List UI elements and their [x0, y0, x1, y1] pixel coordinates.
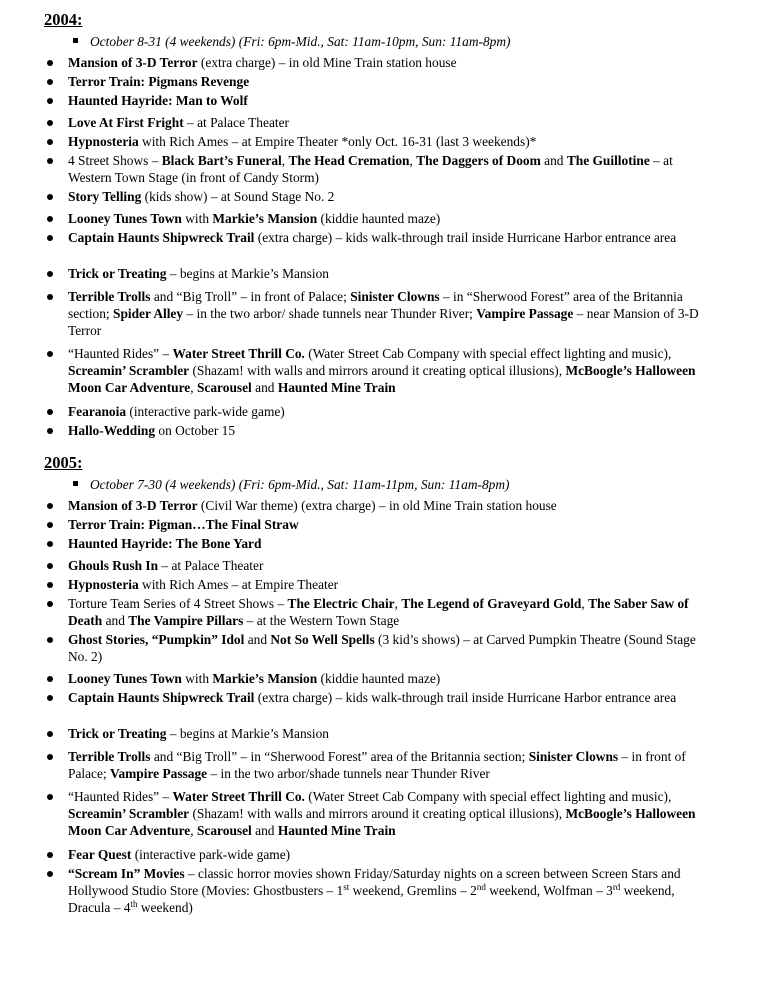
list-item-text — [68, 595, 716, 629]
text-run: – at the Western Town Stage — [243, 613, 400, 628]
list-item-text — [68, 497, 716, 514]
list-item — [44, 114, 716, 131]
bold-text: Ghouls Rush In — [68, 558, 159, 573]
bullet-icon — [47, 731, 53, 737]
bullet-icon — [47, 235, 53, 241]
list-item-text — [68, 535, 716, 552]
list-item-text — [68, 265, 716, 282]
text-run: (Shazam! with walls and mirrors around it creating optical illusions), — [189, 363, 566, 378]
list-item — [44, 516, 716, 533]
list-item-text — [68, 288, 716, 339]
bullet-icon — [47, 852, 53, 858]
text-run: and — [244, 632, 271, 647]
bold-text: The Head Cremation — [288, 153, 410, 168]
text-run: , — [190, 823, 197, 838]
list-item-text — [68, 210, 716, 227]
list-item — [44, 535, 716, 552]
list-item — [44, 748, 716, 782]
text-run: (kids show) – at Sound Stage No. 2 — [141, 189, 335, 204]
bold-text: Markie’s Mansion — [212, 671, 318, 686]
square-bullet-icon — [73, 38, 78, 43]
schedule-text: October 7-30 (4 weekends) (Fri: 6pm-Mid., Sat: 11am-11pm, Sun: 11am-8pm) — [90, 477, 510, 492]
list-item-text — [68, 345, 716, 396]
bold-text: Haunted Hayride: Man to Wolf — [68, 93, 248, 108]
bold-text: Black Bart’s Funeral — [161, 153, 282, 168]
text-run: and — [251, 823, 278, 838]
text-run: – classic horror movies shown Friday/Saturday nights on a screen between Screen Stars and Hollywood Studio Store (Movies: Ghostbusters – 1 — [68, 866, 681, 898]
text-run: with — [181, 211, 213, 226]
bold-text: Vampire Passage — [476, 306, 574, 321]
text-run: and — [102, 613, 129, 628]
text-run: “Haunted Rides” – — [68, 346, 173, 361]
bold-text: Screamin’ Scrambler — [68, 363, 190, 378]
text-run: (interactive park-wide game) — [131, 847, 291, 862]
list-item — [44, 403, 716, 420]
bold-text: “Scream In” Movies — [68, 866, 185, 881]
bullet-icon — [47, 139, 53, 145]
bold-text: The Electric Chair — [287, 596, 395, 611]
list-item — [44, 788, 716, 839]
text-run: with Rich Ames – at Empire Theater — [138, 577, 339, 592]
text-run: (extra charge) – kids walk-through trail inside Hurricane Harbor entrance area — [254, 690, 677, 705]
bold-text: Terror Train: Pigmans Revenge — [68, 74, 250, 89]
bullet-icon — [47, 409, 53, 415]
bullet-icon — [47, 194, 53, 200]
text-run: “Haunted Rides” – — [68, 789, 173, 804]
bullet-icon — [47, 351, 53, 357]
bullet-icon — [47, 601, 53, 607]
list-item-text — [68, 54, 716, 71]
bold-text: Water Street Thrill Co. — [172, 789, 305, 804]
text-run: and “Big Troll” – in front of Palace; — [150, 289, 351, 304]
bullet-icon — [47, 637, 53, 643]
bold-text: Story Telling — [68, 189, 142, 204]
bullet-icon — [47, 871, 53, 877]
text-run: Torture Team Series of 4 Street Shows – — [68, 596, 288, 611]
bold-text: Fear Quest — [68, 847, 132, 862]
bold-text: Looney Tunes Town — [68, 211, 182, 226]
bold-text: Trick or Treating — [68, 266, 167, 281]
bullet-icon — [47, 294, 53, 300]
bold-text: Terrible Trolls — [68, 289, 151, 304]
list-item — [44, 265, 716, 282]
superscript-text: nd — [476, 882, 486, 892]
text-run: (extra charge) – in old Mine Train station house — [197, 55, 457, 70]
bold-text: Sinister Clowns — [528, 749, 619, 764]
list-item-text — [68, 846, 716, 863]
list-item — [44, 229, 716, 246]
bold-text: Haunted Mine Train — [277, 823, 396, 838]
text-run: , — [281, 153, 289, 168]
text-run: (extra charge) – kids walk-through trail inside Hurricane Harbor entrance area — [254, 230, 677, 245]
bold-text: McBoogle’s Halloween Moon Car Adventure — [68, 363, 696, 395]
text-run: weekend, Wolfman – 3 — [485, 883, 613, 898]
bold-text: Captain Haunts Shipwreck Trail — [68, 690, 255, 705]
bullet-icon — [47, 60, 53, 66]
bullet-icon — [47, 522, 53, 528]
list-item — [44, 557, 716, 574]
text-run: , — [409, 153, 417, 168]
bold-text: McBoogle’s Halloween Moon Car Adventure — [68, 806, 696, 838]
square-bullet-icon — [73, 481, 78, 486]
text-run: weekend) — [137, 900, 193, 915]
list-item — [44, 670, 716, 687]
list-item — [44, 631, 716, 665]
list-item — [44, 210, 716, 227]
text-run: , — [581, 596, 589, 611]
text-run: – near Mansion of 3-D Terror — [68, 306, 699, 338]
list-item-text — [68, 516, 716, 533]
bold-text: Mansion of 3-D Terror — [68, 498, 198, 513]
bullet-icon — [47, 541, 53, 547]
text-run: (kiddie haunted maze) — [317, 671, 441, 686]
bold-text: Hallo-Wedding — [68, 423, 156, 438]
superscript-text: rd — [612, 882, 621, 892]
bold-text: The Legend of Graveyard Gold — [401, 596, 582, 611]
list-item — [44, 865, 716, 916]
schedule-text: October 8-31 (4 weekends) (Fri: 6pm-Mid., Sat: 11am-10pm, Sun: 11am-8pm) — [90, 34, 511, 49]
bullet-icon — [47, 695, 53, 701]
list-item — [44, 497, 716, 514]
bullet-icon — [47, 794, 53, 800]
text-run: weekend, Dracula – 4 — [68, 883, 675, 915]
list-item — [44, 73, 716, 90]
list-item — [44, 288, 716, 339]
bold-text: The Vampire Pillars — [128, 613, 244, 628]
bullet-icon — [47, 503, 53, 509]
bold-text: Haunted Mine Train — [277, 380, 396, 395]
bold-text: Hypnosteria — [68, 577, 139, 592]
list-item-text — [68, 865, 716, 916]
list-item-text — [68, 422, 716, 439]
bullet-icon — [47, 98, 53, 104]
bullet-icon — [47, 428, 53, 434]
list-item-text — [68, 788, 716, 839]
list-item-text — [68, 188, 716, 205]
list-item-text — [68, 92, 716, 109]
text-run: (interactive park-wide game) — [126, 404, 285, 419]
list-item-text — [68, 670, 716, 687]
bold-text: Markie’s Mansion — [212, 211, 318, 226]
list-item-text — [68, 114, 716, 131]
bold-text: The Daggers of Doom — [416, 153, 541, 168]
bold-text: Fearanoia — [68, 404, 127, 419]
bold-text: Trick or Treating — [68, 726, 167, 741]
bold-text: The Saber Saw of Death — [68, 596, 689, 628]
text-run: – at Western Town Stage (in front of Candy Storm) — [68, 153, 673, 185]
text-run: – in “Sherwood Forest” area of the Britannia section; — [68, 289, 683, 321]
list-item-text — [68, 152, 716, 186]
bold-text: Vampire Passage — [110, 766, 208, 781]
bullet-icon — [47, 563, 53, 569]
bold-text: Hypnosteria — [68, 134, 139, 149]
text-run: (Shazam! with walls and mirrors around it creating optical illusions), — [189, 806, 566, 821]
text-run: and “Big Troll” – in “Sherwood Forest” area of the Britannia section; — [150, 749, 529, 764]
text-run: – in the two arbor/shade tunnels near Thunder River — [207, 766, 490, 781]
text-run: (Water Street Cab Company with special effect lighting and music), — [304, 789, 672, 804]
list-item — [44, 846, 716, 863]
list-item — [44, 133, 716, 150]
bold-text: Scarousel — [196, 380, 252, 395]
bold-text: Terrible Trolls — [68, 749, 151, 764]
year-heading-2004: 2004: — [44, 10, 83, 29]
superscript-text: st — [343, 882, 350, 892]
bullet-icon — [47, 582, 53, 588]
list-item — [44, 92, 716, 109]
text-run: – at Palace Theater — [158, 558, 264, 573]
list-item — [44, 689, 716, 706]
bold-text: Captain Haunts Shipwreck Trail — [68, 230, 255, 245]
bold-text: Spider Alley — [113, 306, 184, 321]
bold-text: Sinister Clowns — [350, 289, 440, 304]
text-run: (Civil War theme) (extra charge) – in old Mine Train station house — [197, 498, 557, 513]
text-run: (Water Street Cab Company with special effect lighting and music), — [304, 346, 672, 361]
year-heading-2005: 2005: — [44, 453, 83, 472]
text-run: 4 Street Shows – — [68, 153, 162, 168]
bold-text: Ghost Stories, “Pumpkin” Idol — [68, 632, 245, 647]
list-item — [44, 345, 716, 396]
text-run: – in front of Palace; — [68, 749, 686, 781]
list-item-text — [68, 557, 716, 574]
list-item — [44, 595, 716, 629]
list-item — [44, 422, 716, 439]
text-run: , — [394, 596, 402, 611]
list-item-text — [68, 748, 716, 782]
text-run: on October 15 — [155, 423, 236, 438]
text-run: and — [251, 380, 278, 395]
list-item-text — [68, 631, 716, 665]
list-item — [44, 725, 716, 742]
text-run: weekend, Gremlins – 2 — [349, 883, 477, 898]
bold-text: Scarousel — [196, 823, 252, 838]
list-item — [44, 188, 716, 205]
list-item — [44, 54, 716, 71]
bullet-icon — [47, 120, 53, 126]
list-item-text — [68, 725, 716, 742]
text-run: with — [181, 671, 213, 686]
bullet-icon — [47, 676, 53, 682]
bold-text: Water Street Thrill Co. — [172, 346, 305, 361]
list-item-text — [68, 689, 716, 706]
bullet-icon — [47, 754, 53, 760]
text-run: (kiddie haunted maze) — [317, 211, 441, 226]
list-item — [44, 152, 716, 186]
bullet-icon — [47, 216, 53, 222]
text-run: – in the two arbor/ shade tunnels near Thunder River; — [183, 306, 477, 321]
bold-text: Screamin’ Scrambler — [68, 806, 190, 821]
list-item-text — [68, 403, 716, 420]
list-item-text — [68, 73, 716, 90]
bullet-icon — [47, 271, 53, 277]
text-run: – begins at Markie’s Mansion — [166, 266, 329, 281]
text-run: – begins at Markie’s Mansion — [166, 726, 329, 741]
bold-text: The Guillotine — [566, 153, 650, 168]
bold-text: Looney Tunes Town — [68, 671, 182, 686]
bold-text: Terror Train: Pigman…The Final Straw — [68, 517, 299, 532]
bullet-icon — [47, 158, 53, 164]
text-run: and — [540, 153, 567, 168]
text-run: – at Palace Theater — [183, 115, 290, 130]
bullet-icon — [47, 79, 53, 85]
superscript-text: th — [130, 899, 138, 909]
list-item-text — [68, 133, 716, 150]
list-item — [44, 576, 716, 593]
text-run: (3 kid’s shows) – at Carved Pumpkin Theatre (Sound Stage No. 2) — [68, 632, 696, 664]
bold-text: Haunted Hayride: The Bone Yard — [68, 536, 262, 551]
bold-text: Mansion of 3-D Terror — [68, 55, 198, 70]
bold-text: Love At First Fright — [68, 115, 184, 130]
text-run: with Rich Ames – at Empire Theater *only Oct. 16-31 (last 3 weekends)* — [138, 134, 537, 149]
list-item-text — [68, 229, 716, 246]
list-item-text — [68, 576, 716, 593]
bold-text: Not So Well Spells — [270, 632, 375, 647]
text-run: , — [190, 380, 197, 395]
